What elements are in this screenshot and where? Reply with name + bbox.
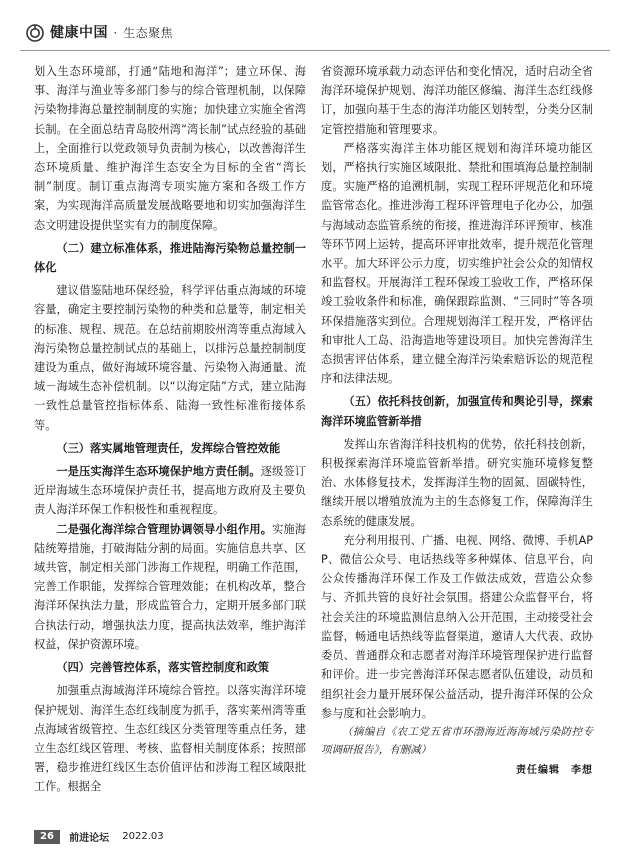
paragraph: 省资源环境承载力动态评估和变化情况，适时启动全省海洋环境保护规划、海洋功能区修编、海洋生态红线修订，加强向基于生态的海洋功能区划转型，分类分区制定管控措施和管理要求。 — [321, 65, 593, 136]
paragraph-body: 实施海陆统筹措施，打破海陆分割的局面。实施信息共享、区域共管，制定相关部门涉海工作规程，明确工作范围，完善工作职能，发挥综合管理效能；在机构改革，整合海洋环保执法力量，形成监管合力，定期开展多部门联合执法行动，增强执法力度，提高执法效率，维护海洋权益，保护资源环境。 — [34, 522, 306, 651]
section-name: 健康中国 — [50, 25, 108, 41]
paragraph-lead: 一是压实海洋生态环境保护地方责任制。 — [56, 465, 261, 479]
subheading: （三）落实属地管理责任，发挥综合管控效能 — [56, 441, 281, 455]
paragraph: 划入生态环境部，打通“陆地和海洋”；建立环保、海事、海洋与渔业等多部门参与的综合管理机制，以保障污染物排海总量控制制度的实施；加快建立实施全省湾长制。在全面总结青岛胶州湾“湾长制”试点经验的基础上，全面推行以党政领导负责制为核心，以改善海洋生态环境质量、维护海洋生态安全为目标的全省“湾长制”制度。制订重点海湾专项实施方案和各级工作方案，为实现海洋高质量发展战略要地和切实加强海洋生态文明建设提供坚实有力的制度保障。 — [34, 65, 306, 232]
section-subtitle: 生态聚焦 — [123, 26, 174, 40]
paragraph: 充分利用报刊、广播、电视、网络、微博、手机APP、微信公众号、电话热线等多种媒体、信息平台，向公众传播海洋环保工作及工作做法成效，营造公众参与、齐抓共管的良好社会氛围。搭建公众监督平台，将社会关注的环境监测信息纳入公开范围，主动接受社会监督，畅通电话热线等监督渠道，邀请人大代表、政协委员、普通群众和志愿者对海洋环境管理保护进行监督和评价。进一步完善海洋环保志愿者队伍建设，动员和组织社会力量开展环保公益活动，提升海洋环保的公众参与度和社会影响力。 — [321, 533, 593, 720]
left-column — [34, 62, 306, 797]
page-number: 26 — [34, 830, 60, 844]
page-footer — [34, 829, 164, 845]
paragraph-lead: 二是强化海洋综合管理协调领导小组作用。 — [56, 522, 273, 536]
subheading: （四）完善管控体系，落实管控制度和政策 — [56, 661, 269, 675]
subheading: （二）建立标准体系，推进陆海污染物总量控制一体化 — [34, 241, 306, 275]
paragraph: 建议借鉴陆地环保经验，科学评估重点海域的环境容量，确定主要控制污染物的种类和总量等，制定相关的标准、规程、规范。在总结前期胶州湾等重点海域入海污染物总量控制试点的基础上，以排污总量控制制度建设为重点，做好海域环境容量、污染物入海通量、流域－海域生态补偿机制。以“以海定陆”方式，建立陆海一致性总量管控指标体系、陆海一致性标准衔接体系等。 — [34, 284, 306, 432]
magazine-name: 前进论坛 — [69, 833, 110, 844]
page-header — [20, 10, 610, 54]
paragraph: 严格落实海洋主体功能区规划和海洋环境功能区划，严格执行实施区域限批、禁批和围填海总量控制制度。实施严格的追溯机制，实现工程环评规范化和环境监管常态化。推进涉海工程环评管理电子化办公，加强与海域动态监管系统的衔接，推进海洋环评预审、核准等环节网上运转，提高环评审批效率，提升规范化管理水平。加大环评公示力度，切实维护社会公众的知情权和监督权。开展海洋工程环保竣工验收工作，严格环保竣工验收条件和标准，确保跟踪监测、“三同时”等各项环保措施落实到位。合理规划海洋工程开发，严格评估和审批人工岛、沿海造地等建设项目。加快完善海洋生态损害评估体系，建立健全海洋污染索赔诉讼的规范程序和法律法规。 — [321, 141, 593, 386]
paragraph: 加强重点海域海洋环境综合管控。以落实海洋环境保护规划、海洋生态红线制度为抓手，落实莱州湾等重点海域省级管控、生态红线区分类管理等重点任务，建立生态红线区管理、考核、监督相关制度体系；按照部署，稳步推进红线区生态价值评估和涉海工程区域限批工作。根据全 — [34, 684, 306, 794]
section-title — [50, 22, 173, 42]
right-column — [321, 62, 593, 780]
paragraph-body: 逐级签订近岸海域生态环境保护责任书，提高地方政府及主要负责人海洋环保工作积极性和重视程度。 — [34, 465, 306, 517]
source-note: （摘编自《农工党五省市环渤海近海海域污染防控专项调研报告》，有删减） — [321, 725, 593, 756]
section-separator: · — [113, 26, 118, 40]
paragraph — [34, 462, 306, 520]
column-logo-icon — [26, 24, 44, 42]
subheading: （五）依托科技创新，加强宣传和舆论引导，探索海洋环境监管新举措 — [321, 395, 593, 428]
header-divider — [20, 50, 610, 51]
paragraph: 发挥山东省海洋科技机构的优势，依托科技创新，积极探索海洋环境监管新举措。研究实施环境修复整治、水体修复技术，发挥海洋生物的固氮、固碳特性，继续开展以增殖放流为主的生态修复工作，保障海洋生态系统的健康发展。 — [321, 437, 593, 528]
paragraph — [34, 520, 306, 654]
issue-number: 2022.03 — [122, 831, 164, 842]
responsible-editor: 责任编辑 李想 — [516, 764, 593, 776]
